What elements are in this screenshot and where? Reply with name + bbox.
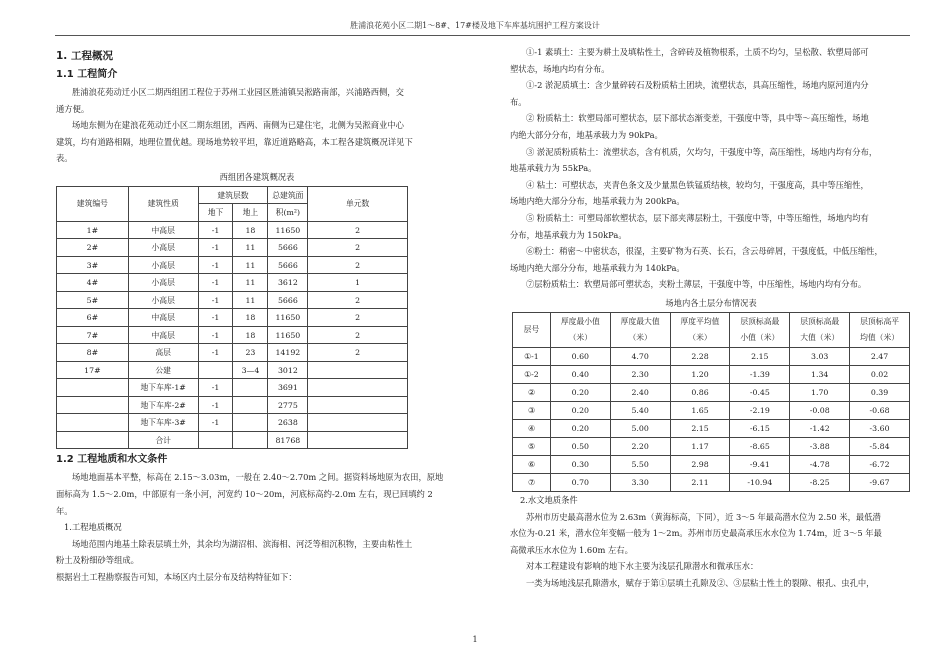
cell-nature: 小高层	[128, 256, 198, 274]
soil-cell: 0.30	[550, 455, 610, 473]
left-column	[56, 42, 458, 586]
soil-col-header-text: 厚度最小值	[560, 316, 600, 326]
soil-layer-line: 分布，地基承载力为 150kPa。	[510, 229, 627, 240]
cell-under: -1	[198, 326, 233, 344]
cell-under: -1	[198, 344, 233, 362]
table-row	[57, 431, 408, 449]
table-row	[57, 396, 408, 414]
soil-cell: 0.50	[550, 437, 610, 455]
building-table	[56, 186, 408, 450]
intro-line: 胜浦浪花苑动迁小区二期西组团工程位于苏州工业园区胜浦镇吴淞路南部，兴浦路西侧，交	[72, 87, 404, 97]
soil-cell: 2.30	[610, 365, 670, 383]
table-row	[513, 455, 910, 473]
cell-area: 3012	[268, 361, 308, 379]
cell-units	[308, 361, 408, 379]
cell-units	[308, 414, 408, 432]
soil-cell: 2.40	[610, 383, 670, 401]
soil-cell: 2.15	[670, 419, 730, 437]
terrain-line: 年。	[56, 505, 73, 516]
cell-code: 17#	[57, 361, 129, 379]
cell-code: 5#	[57, 291, 129, 309]
cell-nature: 地下车库-1#	[128, 379, 198, 397]
geology-line: 粉土及粉细砂等组成。	[56, 555, 139, 566]
cell-units: 2	[308, 221, 408, 239]
soil-cell: 5.40	[610, 401, 670, 419]
table-row	[513, 401, 910, 419]
cell-above: 18	[233, 221, 268, 239]
soil-col-header	[850, 312, 910, 347]
soil-cell: -0.08	[790, 401, 850, 419]
cell-under: -1	[198, 256, 233, 274]
soil-table-header	[513, 312, 910, 347]
cell-nature: 地下车库-3#	[128, 414, 198, 432]
soil-col-header-text: 均值（米）	[860, 332, 900, 342]
cell-units	[308, 379, 408, 397]
section-1-2-title: 1.2 工程地质和水文条件	[56, 454, 168, 466]
cell-nature: 高层	[128, 344, 198, 362]
soil-cell: -2.19	[730, 401, 790, 419]
soil-layer-line: ①-1 素填土：主要为耕土及填粘性土，含碎砖及植物根系，土质不均匀，呈松散、软塑局部可	[526, 47, 869, 57]
soil-cell: 0.20	[550, 401, 610, 419]
table-row	[513, 437, 910, 455]
cell-area: 5666	[268, 256, 308, 274]
cell-code	[57, 396, 129, 414]
soil-col-header	[513, 312, 551, 347]
cell-above	[233, 431, 268, 449]
soil-cell: 2.20	[610, 437, 670, 455]
soil-cell: 3.30	[610, 473, 670, 491]
col-header-under: 地下	[198, 204, 233, 222]
soil-col-header-text: 厚度最大值	[620, 316, 660, 326]
soil-col-header-text: （米）	[688, 332, 712, 342]
cell-units	[308, 396, 408, 414]
soil-cell: -6.15	[730, 419, 790, 437]
soil-cell: -1.42	[790, 419, 850, 437]
soil-cell: ⑤	[513, 437, 551, 455]
cell-under	[198, 431, 233, 449]
cell-under: -1	[198, 239, 233, 257]
soil-cell: -3.60	[850, 419, 910, 437]
col-header-area-unit: 积(m²)	[268, 204, 308, 222]
soil-cell: 2.28	[670, 347, 730, 365]
cell-area: 81768	[268, 431, 308, 449]
soil-cell: 1.20	[670, 365, 730, 383]
soil-cell: -3.88	[790, 437, 850, 455]
cell-units	[308, 431, 408, 449]
cell-under: -1	[198, 309, 233, 327]
soil-col-header	[670, 312, 730, 347]
soil-cell: -0.68	[850, 401, 910, 419]
soil-col-header	[790, 312, 850, 347]
table-row	[57, 309, 408, 327]
cell-under: -1	[198, 274, 233, 292]
soil-layer-line: 地基承载力为 55kPa。	[510, 163, 597, 174]
cell-units: 2	[308, 326, 408, 344]
soil-cell: ①-2	[513, 365, 551, 383]
soil-cell: 0.40	[550, 365, 610, 383]
cell-under: -1	[198, 221, 233, 239]
site-line: 建筑，均有道路相隔，地理位置优越。现场地势较平坦，靠近道路略高，本工程各建筑概况详见下	[56, 136, 413, 147]
soil-cell: ③	[513, 401, 551, 419]
cell-area: 11650	[268, 221, 308, 239]
soil-cell: 0.60	[550, 347, 610, 365]
soil-cell: -1.39	[730, 365, 790, 383]
soil-cell: -6.72	[850, 455, 910, 473]
soil-col-header	[730, 312, 790, 347]
soil-cell: 3.03	[790, 347, 850, 365]
cell-nature: 中高层	[128, 309, 198, 327]
section-1-1-title: 1.1 工程简介	[56, 69, 118, 80]
cell-code: 3#	[57, 256, 129, 274]
soil-cell: ①-1	[513, 347, 551, 365]
table-row	[57, 291, 408, 309]
soil-cell: 0.20	[550, 419, 610, 437]
soil-cell: 5.50	[610, 455, 670, 473]
soil-layer-line: ⑥粉土：稍密～中密状态，很湿，主要矿物为石英、长石，含云母碎屑，干强度低，中低压缩性，	[526, 246, 883, 257]
soil-cell: 2.98	[670, 455, 730, 473]
table-row	[57, 274, 408, 292]
cell-above: 11	[233, 274, 268, 292]
cell-area: 3691	[268, 379, 308, 397]
table-row	[57, 221, 408, 239]
right-column	[510, 44, 912, 591]
cell-area: 5666	[268, 239, 308, 257]
soil-cell: -9.41	[730, 455, 790, 473]
cell-nature: 合计	[128, 431, 198, 449]
geology-subtitle: 1.工程地质概况	[64, 522, 122, 533]
geology-line: 场地范围内地基土除表层填土外，其余均为湖沼相、滨海相、河泛等相沉积物，主要由粘性土	[72, 538, 413, 549]
soil-cell: 1.70	[790, 383, 850, 401]
table-row	[57, 361, 408, 379]
cell-area: 3612	[268, 274, 308, 292]
soil-cell: 2.11	[670, 473, 730, 491]
soil-cell: ⑦	[513, 473, 551, 491]
soil-layer-line: ② 粉质粘土：软塑局部可塑状态，层下部状态渐变差，干强度中等，具中等～高压缩性，场地	[526, 113, 869, 124]
table-row	[57, 256, 408, 274]
cell-code: 4#	[57, 274, 129, 292]
table-row	[57, 414, 408, 432]
building-table-body	[57, 221, 408, 449]
col-header-area: 总建筑面	[268, 186, 308, 204]
soil-cell: 0.02	[850, 365, 910, 383]
soil-layer-line: 塑状态，场地内均有分布。	[510, 63, 610, 74]
soil-cell: 0.86	[670, 383, 730, 401]
cell-above: 18	[233, 309, 268, 327]
soil-layer-line: 场地内绝大部分分布，地基承载力为 140kPa。	[510, 262, 685, 273]
soil-layer-line: ①-2 淤泥质填土：含少量碎砖石及粉质粘土团块，流塑状态，具高压缩性，场地内原河道内分	[526, 80, 869, 91]
cell-under	[198, 361, 233, 379]
soil-cell: 5.00	[610, 419, 670, 437]
soil-col-header-text: 大值（米）	[800, 332, 840, 342]
site-line: 表。	[56, 153, 73, 164]
table-row	[57, 239, 408, 257]
cell-under: -1	[198, 396, 233, 414]
table-row	[57, 379, 408, 397]
soil-cell: -4.78	[790, 455, 850, 473]
cell-units: 2	[308, 309, 408, 327]
table-row	[513, 347, 910, 365]
soil-cell: 1.34	[790, 365, 850, 383]
cell-under: -1	[198, 414, 233, 432]
soil-col-header	[610, 312, 670, 347]
page-number: 1	[472, 635, 478, 644]
hydro-line: 水位为-0.21 米，潜水位年变幅一般为 1～2m。苏州市历史最高承压水水位为 1.74m，近 3～5 年最	[510, 528, 882, 539]
soil-cell: ④	[513, 419, 551, 437]
table-row	[513, 383, 910, 401]
site-line: 场地东侧为在建浪花苑动迁小区二期东组团，西两、南侧为已建住宅，北侧为吴淞商业中心	[72, 120, 404, 131]
cell-above	[233, 414, 268, 432]
soil-col-header-text: 层顶标高最	[740, 316, 780, 326]
cell-area: 5666	[268, 291, 308, 309]
cell-units: 2	[308, 239, 408, 257]
soil-col-header-text: 小值（米）	[740, 332, 780, 342]
soil-cell: -5.84	[850, 437, 910, 455]
soil-col-header	[550, 312, 610, 347]
cell-above: 23	[233, 344, 268, 362]
table-row	[57, 344, 408, 362]
soil-table-body	[513, 347, 910, 491]
soil-cell: 2.15	[730, 347, 790, 365]
col-header-nature: 建筑性质	[128, 186, 198, 221]
cell-area: 2775	[268, 396, 308, 414]
cell-code	[57, 414, 129, 432]
section-1-title: 1. 工程概况	[56, 50, 113, 62]
soil-descriptions	[510, 44, 912, 293]
cell-above	[233, 396, 268, 414]
cell-area: 11650	[268, 309, 308, 327]
page-header: 胜浦浪花苑小区二期1～8#、17#楼及地下车库基坑围护工程方案设计	[350, 21, 600, 30]
soil-cell: -8.65	[730, 437, 790, 455]
soil-col-header-text: 层顶标高最	[800, 316, 840, 326]
cell-code: 2#	[57, 239, 129, 257]
soil-col-header-text: 层号	[523, 324, 540, 334]
cell-units: 1	[308, 274, 408, 292]
soil-layer-line: ④ 粘土：可塑状态，夹青色条文及少量黑色铁锰质结核，较均匀，干强度高，具中等压缩性，	[526, 179, 869, 190]
cell-code	[57, 431, 129, 449]
cell-units: 2	[308, 291, 408, 309]
cell-code: 6#	[57, 309, 129, 327]
cell-nature: 公建	[128, 361, 198, 379]
cell-code: 8#	[57, 344, 129, 362]
cell-nature: 中高层	[128, 326, 198, 344]
soil-col-header-text: （米）	[568, 332, 592, 342]
cell-above: 11	[233, 291, 268, 309]
soil-cell: 0.70	[550, 473, 610, 491]
col-header-code: 建筑编号	[57, 186, 129, 221]
cell-code	[57, 379, 129, 397]
soil-col-header-text: （米）	[628, 332, 652, 342]
hydro-subtitle: 2.水文地质条件	[520, 494, 578, 505]
hydro-line: 一类为场地浅层孔隙潜水，赋存于第①层填土孔隙及②、③层粘土性土的裂隙、根孔、虫孔中，	[526, 577, 875, 588]
cell-above	[233, 379, 268, 397]
cell-code: 1#	[57, 221, 129, 239]
cell-units: 2	[308, 344, 408, 362]
cell-area: 2638	[268, 414, 308, 432]
cell-above: 18	[233, 326, 268, 344]
col-header-units: 单元数	[308, 186, 408, 221]
soil-layer-line: ⑦层粉质粘土：软塑局部可塑状态，夹粉土薄层，干强度中等，中压缩性，场地内均有分布。	[526, 279, 867, 290]
table-row	[513, 419, 910, 437]
hydro-line: 对本工程建设有影响的地下水主要为浅层孔隙潜水和微承压水：	[526, 561, 759, 572]
soil-cell: 0.20	[550, 383, 610, 401]
soil-cell: ②	[513, 383, 551, 401]
cell-nature: 小高层	[128, 239, 198, 257]
soil-cell: -0.45	[730, 383, 790, 401]
cell-above: 11	[233, 239, 268, 257]
soil-cell: 0.39	[850, 383, 910, 401]
table-row	[513, 365, 910, 383]
soil-col-header-text: 层顶标高平	[860, 316, 900, 326]
soil-layer-line: ③ 淤泥质粉质粘土：流塑状态，含有机质，欠均匀，干强度中等，高压缩性，场地内均有分布，	[526, 146, 878, 157]
building-table-caption: 西组团各建筑概况表	[219, 171, 295, 182]
terrain-line: 场地地面基本平整，标高在 2.15～3.03m，一般在 2.40～2.70m 之间。据资料场地原为农田，原地	[72, 472, 444, 483]
soil-cell: 1.65	[670, 401, 730, 419]
soil-layer-line: 布。	[510, 96, 527, 107]
cell-above: 11	[233, 256, 268, 274]
soil-table	[512, 312, 910, 492]
cell-above: 3—4	[233, 361, 268, 379]
soil-layer-line: 场地内绝大部分分布，地基承载力为 200kPa。	[510, 196, 685, 207]
soil-cell: 2.47	[850, 347, 910, 365]
terrain-line: 面标高为 1.5～2.0m，中部原有一条小河，河宽约 10～20m，河底标高约-2.0m 左右，现已回填约 2	[56, 489, 433, 500]
cell-code: 7#	[57, 326, 129, 344]
soil-cell: ⑥	[513, 455, 551, 473]
col-header-above: 地上	[233, 204, 268, 222]
cell-nature: 小高层	[128, 274, 198, 292]
soil-cell: 1.17	[670, 437, 730, 455]
header-rule	[55, 35, 910, 36]
col-header-floors: 建筑层数	[198, 186, 268, 204]
cell-nature: 中高层	[128, 221, 198, 239]
soil-col-header-text: 厚度平均值	[680, 316, 720, 326]
hydro-line: 高微承压水水位为 1.60m 左右。	[510, 544, 633, 555]
soil-cell: -10.94	[730, 473, 790, 491]
soil-layer-line: 内绝大部分分布，地基承载力为 90kPa。	[510, 129, 663, 140]
cell-under: -1	[198, 379, 233, 397]
soil-cell: -9.67	[850, 473, 910, 491]
table-row	[513, 473, 910, 491]
cell-area: 11650	[268, 326, 308, 344]
soil-table-caption: 场地内各土层分布情况表	[665, 297, 757, 308]
soil-layer-line: ⑤ 粉质粘土：可塑局部软塑状态，层下部夹薄层粉土，干强度中等，中等压缩性，场地内均有	[526, 212, 869, 223]
cell-nature: 小高层	[128, 291, 198, 309]
intro-line: 通方便。	[56, 103, 90, 114]
cell-units: 2	[308, 256, 408, 274]
soil-cell: 4.70	[610, 347, 670, 365]
cell-area: 14192	[268, 344, 308, 362]
geology-line: 根据岩土工程勘察报告可知，本场区内土层分布及结构特征如下：	[56, 572, 297, 583]
table-row	[57, 326, 408, 344]
cell-under: -1	[198, 291, 233, 309]
hydro-line: 苏州市历史最高潜水位为 2.63m（黄海标高，下同），近 3～5 年最高潜水位为 2.50 米，最低潜	[526, 511, 881, 522]
cell-nature: 地下车库-2#	[128, 396, 198, 414]
soil-cell: -8.25	[790, 473, 850, 491]
